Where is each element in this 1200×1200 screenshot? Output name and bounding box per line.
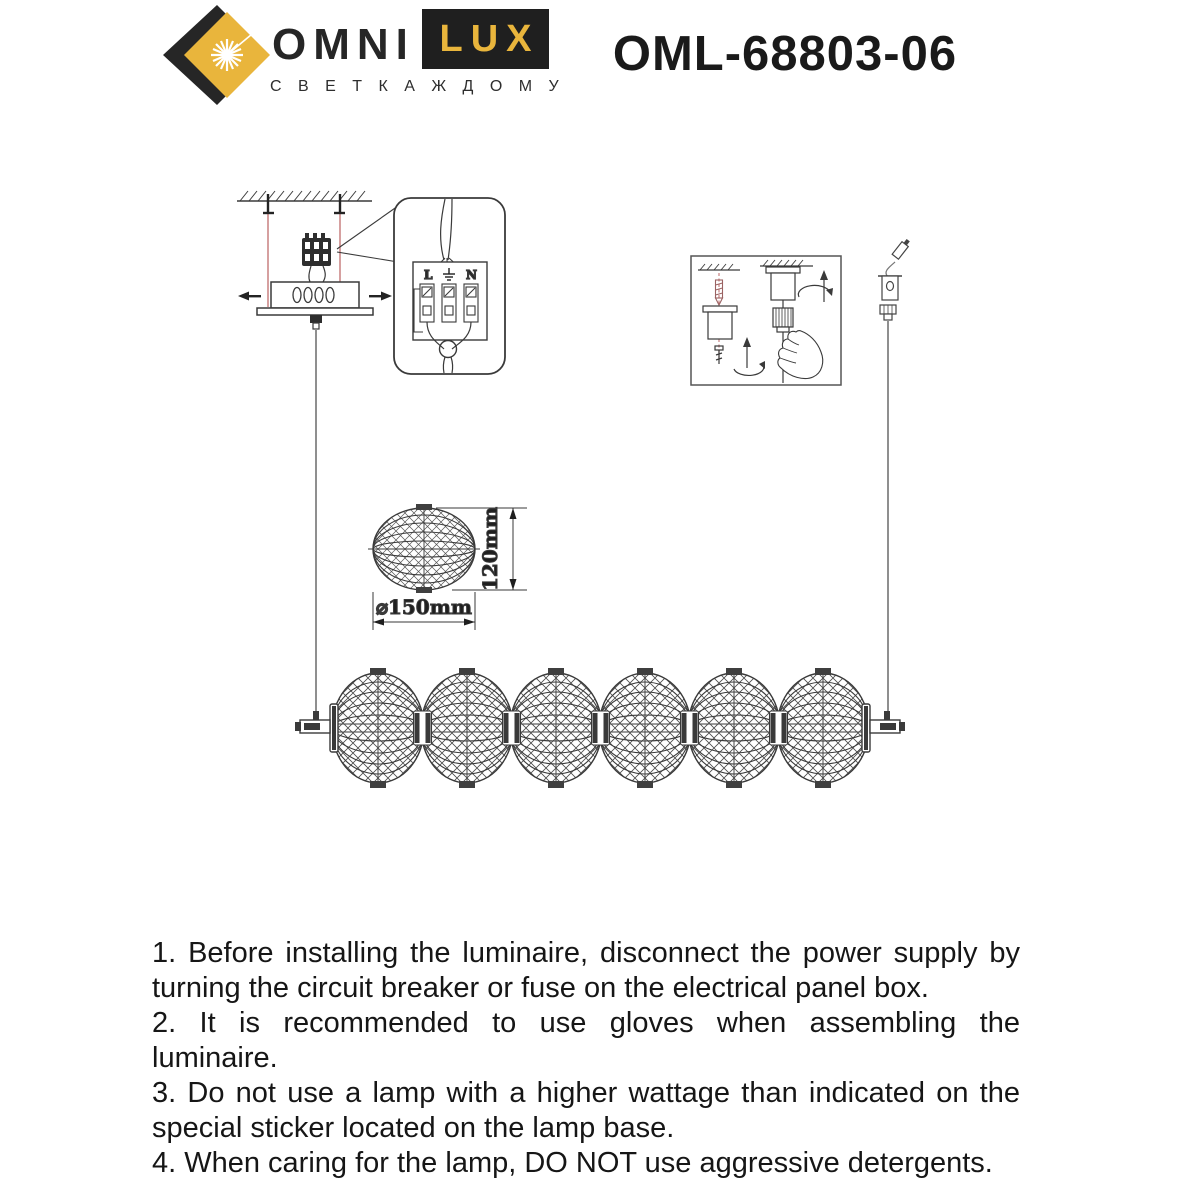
brand-tagline: С В Е Т К А Ж Д О М У bbox=[270, 78, 565, 95]
left-end-cap bbox=[295, 704, 338, 752]
brand-lux-box bbox=[422, 9, 549, 69]
instructions-text bbox=[152, 936, 1020, 1181]
turn-arrow-icon bbox=[734, 337, 765, 375]
cord-grip bbox=[880, 305, 896, 320]
instruction-line: turning the circuit breaker or fuse on the electrical panel box. bbox=[152, 972, 929, 1004]
height-dimension-label: 120mm bbox=[478, 506, 502, 592]
diameter-dimension-label: ⌀150mm bbox=[375, 595, 473, 619]
terminal-L-label: L bbox=[424, 268, 433, 282]
mount-bracket bbox=[878, 276, 902, 300]
terminal-N-label: N bbox=[466, 268, 477, 282]
right-end-cap bbox=[862, 704, 905, 752]
shade-drawing bbox=[368, 504, 480, 593]
instruction-line: 4. When caring for the lamp, DO NOT use aggressive detergents. bbox=[152, 1147, 993, 1179]
brand-name: OMNI bbox=[272, 20, 415, 69]
instruction-line: 3. Do not use a lamp with a higher wattage than indicated on the bbox=[152, 1077, 1020, 1109]
anchor-step bbox=[698, 264, 765, 375]
canopy bbox=[257, 282, 373, 329]
dimension-diagram bbox=[355, 475, 555, 650]
wire-connector-icon bbox=[892, 238, 911, 259]
wiring-detail-callout bbox=[394, 198, 505, 374]
turn-arrow-icon bbox=[798, 270, 833, 302]
model-number: OML-68803-06 bbox=[612, 27, 958, 81]
hand-tighten-step bbox=[760, 260, 833, 383]
installation-steps-diagram bbox=[688, 253, 846, 391]
instruction-line: 2. It is recommended to use gloves when assembling the bbox=[152, 1007, 1020, 1039]
suspension-parts-detail bbox=[866, 220, 918, 342]
ceiling-mount-diagram bbox=[190, 168, 520, 388]
fixture-drawing bbox=[290, 650, 910, 810]
diameter-dimension bbox=[373, 592, 475, 630]
instruction-line: 1. Before installing the luminaire, disconnect the power supply by bbox=[152, 937, 1020, 969]
hand-icon bbox=[778, 331, 823, 379]
omnilux-logo-icon bbox=[147, 5, 272, 105]
instruction-line: special sticker located on the lamp base. bbox=[152, 1112, 675, 1144]
brand-lux-label: LUX bbox=[439, 17, 540, 60]
terminal-block bbox=[302, 233, 331, 282]
instruction-line: luminaire. bbox=[152, 1042, 278, 1074]
